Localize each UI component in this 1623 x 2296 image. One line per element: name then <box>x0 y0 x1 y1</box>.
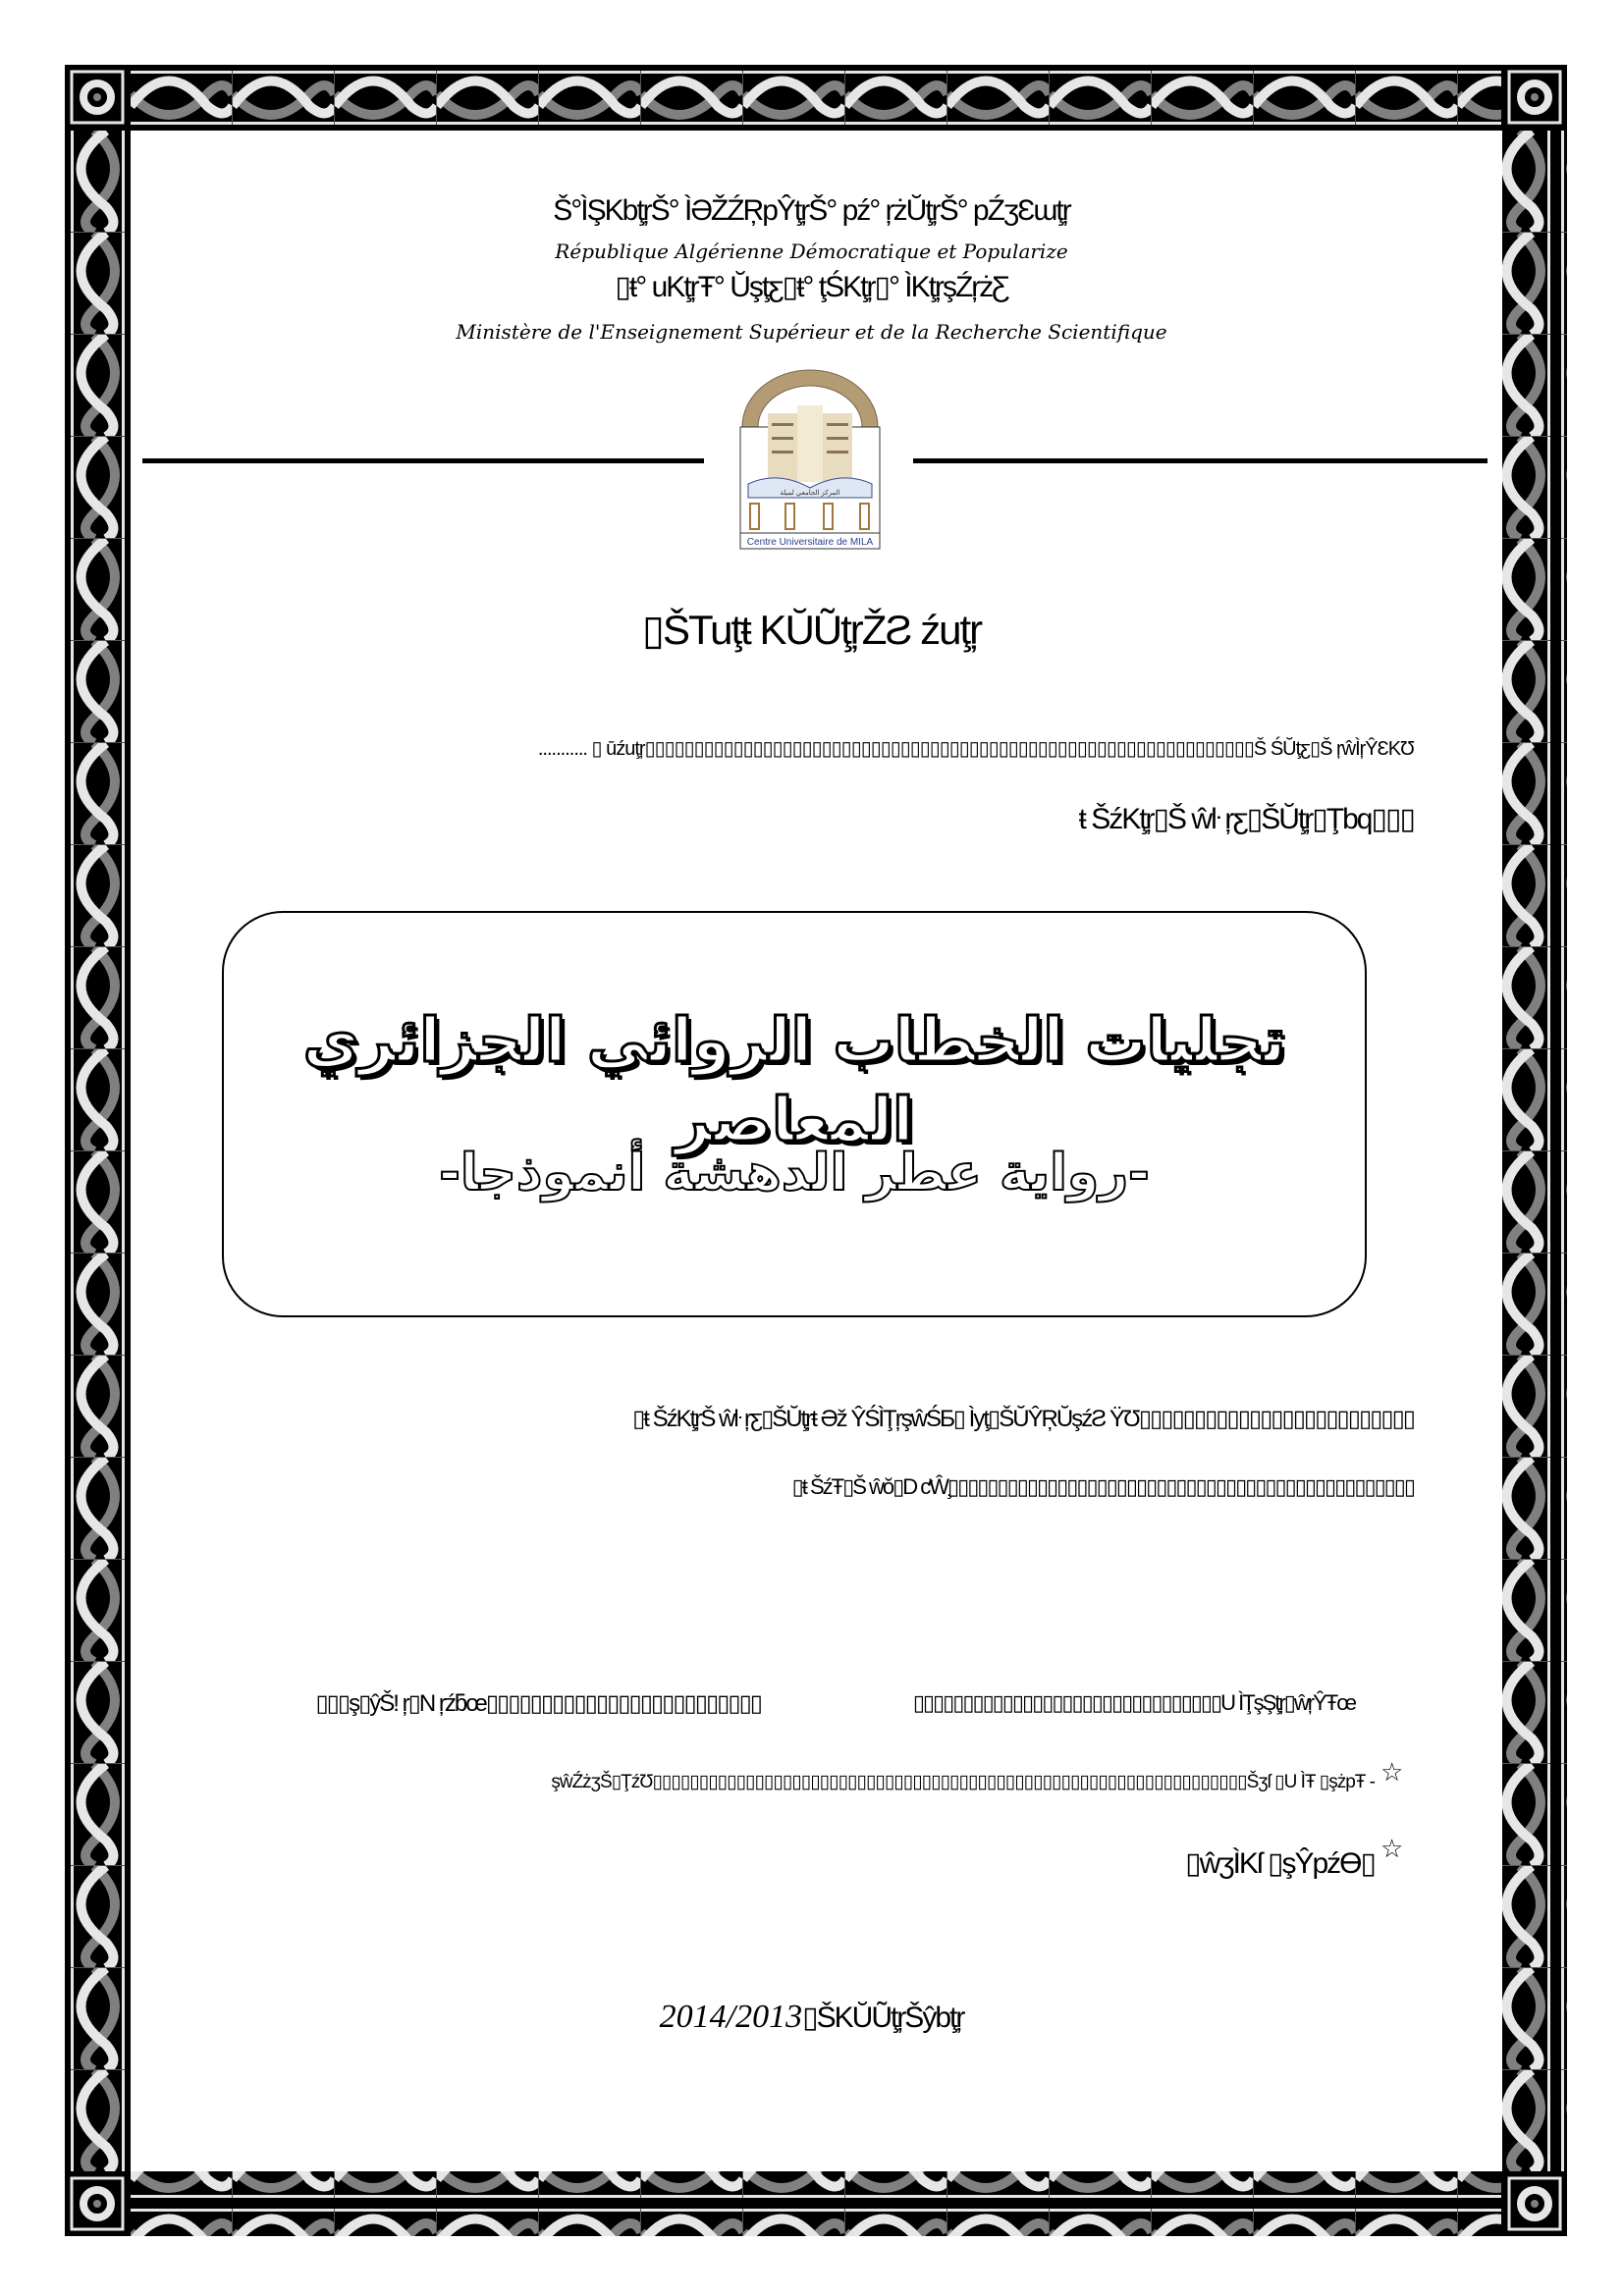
student-2: ▯ŵʒÌKſ ▯şŶpźƟ▯ <box>1185 1847 1375 1880</box>
academic-year-label: ▯ŠKŬŨţŗŠŷbţŗ <box>802 2002 964 2034</box>
supervisor-block: ▯▯▯ş▯ŷŠ! ŗ▯N ŗźƃœ▯▯▯▯▯▯▯▯▯▯▯▯▯▯▯▯▯▯▯▯▯▯▯▯▯ <box>315 1690 761 1717</box>
logo-caption: Centre Universitaire de MILA <box>746 537 874 548</box>
university-logo <box>729 368 892 561</box>
student-block: ▯▯▯▯▯▯▯▯▯▯▯▯▯▯▯▯▯▯▯▯▯▯▯▯▯▯▯▯▯▯▯U ÌŢşŞţŗ▯ŵŗŶŦœ <box>912 1690 1355 1715</box>
academic-year <box>147 1999 1476 2036</box>
star-bullet-2: ☆ <box>1380 1834 1404 1863</box>
memo-type: ▯ŠTuţŧ KŬŨţŗŽƧ źuţŗ <box>641 607 982 653</box>
student-1: şŵŹżʒŠ▯ŢźƱ▯▯▯▯▯▯▯▯▯▯▯▯▯▯▯▯▯▯▯▯▯▯▯▯▯▯▯▯▯▯▯▯▯▯▯▯▯▯▯▯▯▯▯▯▯▯▯▯▯▯▯▯▯▯▯▯▯▯▯▯▯▯▯▯Šʒſ ▯U ÌŦ ▯şżpŦ - <box>551 1772 1375 1792</box>
info-line-1: ▯ŧ ŠźKţŗŠ ŵŀ ŗƹ▯ŠŬţŗŧ Əž ŶŚÌŢŗşŵŚƂ▯ Ìyţ▯ŠŬŶŖŬşźƧ ŸƱ▯▯▯▯▯▯▯▯▯▯▯▯▯▯▯▯▯▯▯▯▯▯▯▯▯ <box>632 1406 1414 1432</box>
thesis-title: تجليات الخطاب الروائي الجزائري المعاصر <box>302 1004 1286 1155</box>
divider-left <box>142 458 704 463</box>
specialty-line: ŧ ŠźKţŗ▯Š ŵŀ ŗƹ▯ŠŬţŗ▯Ţbq▯▯▯ <box>1078 803 1414 835</box>
degree-line: ........... ▯ ūźuţŗ▯▯▯▯▯▯▯▯▯▯▯▯▯▯▯▯▯▯▯▯▯▯▯▯▯▯▯▯▯▯▯▯▯▯▯▯▯▯▯▯▯▯▯▯▯▯▯▯▯▯▯▯▯▯▯▯▯▯▯▯▯▯Š ŚŬţƹ▯Š ŗŵÌŗŶƐKƱ <box>537 738 1414 760</box>
info-line-2: ▯ŧ ŠźŦ▯Š ŵŏ▯D ƈŴ̧▯▯▯▯▯▯▯▯▯▯▯▯▯▯▯▯▯▯▯▯▯▯▯▯▯▯▯▯▯▯▯▯▯▯▯▯▯▯▯▯▯▯▯▯▯▯▯ <box>791 1474 1414 1499</box>
divider-right <box>913 458 1488 463</box>
republic-arabic: Š°ÌŞKbţŗŠ° ÌƏŽŹŖpŶţŗŠ° pź° ŗżŬţŗŠ° pŹʒƐɯţŗ <box>553 194 1070 227</box>
thesis-subtitle: -رواية عطر الدهشة أنموذجا- <box>439 1144 1150 1202</box>
logo-arabic-caption: المركز الجامعي لميلة <box>780 490 840 497</box>
ministry-arabic: ▯ŧ° uKţŗŦ° Ŭşţƹ▯ŧ° ţŚKţŗ▯° ÌKţŗşŹŗżƸ <box>615 271 1008 303</box>
star-bullet-1: ☆ <box>1380 1757 1404 1787</box>
ministry-french: Ministère de l'Enseignement Supérieur et de la Recherche Scientifique <box>456 320 1167 344</box>
academic-year-value: 2014/2013 <box>659 1999 803 2035</box>
republic-french: République Algérienne Démocratique et Popularize <box>555 240 1068 263</box>
